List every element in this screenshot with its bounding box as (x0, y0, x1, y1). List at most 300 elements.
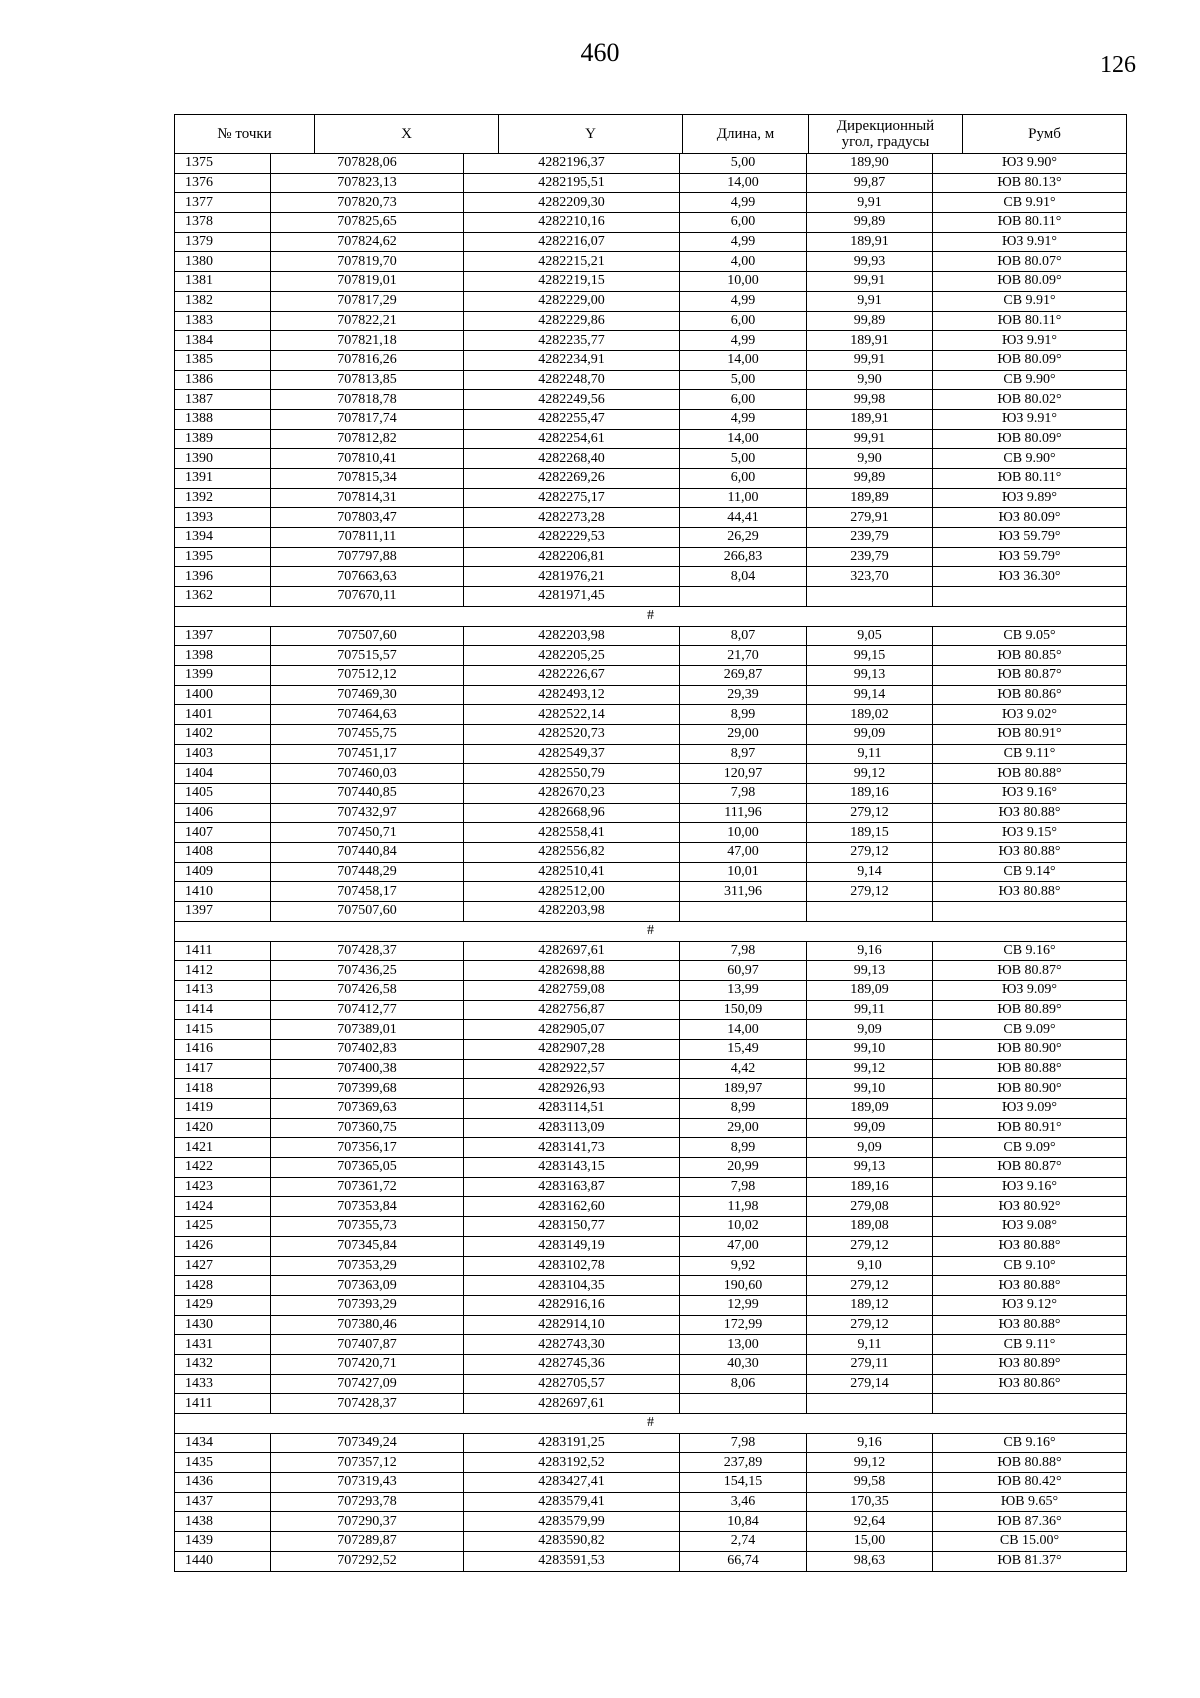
cell-y: 4282255,47 (464, 409, 680, 429)
cell-rumb: ЮЗ 9.09° (933, 1099, 1127, 1119)
table-row (175, 173, 1127, 193)
cell-x: 707365,05 (271, 1158, 464, 1178)
cell-length: 7,98 (680, 1433, 807, 1453)
cell-length: 11,00 (680, 488, 807, 508)
cell-x: 707803,47 (271, 508, 464, 528)
header-angle-line1: Дирекционный (836, 118, 935, 134)
cell-angle: 9,14 (807, 862, 933, 882)
table-row (175, 350, 1127, 370)
cell-rumb: ЮЗ 80.88° (933, 882, 1127, 902)
cell-y: 4282697,61 (464, 941, 680, 961)
table-row (175, 1315, 1127, 1335)
cell-length: 269,87 (680, 665, 807, 685)
cell-angle: 99,91 (807, 272, 933, 292)
cell-angle: 99,13 (807, 665, 933, 685)
table-row (175, 1276, 1127, 1296)
table-row (175, 705, 1127, 725)
cell-y: 4282226,67 (464, 665, 680, 685)
table-row (175, 1492, 1127, 1512)
cell-rumb: СВ 9.91° (933, 193, 1127, 213)
cell-y: 4282254,61 (464, 429, 680, 449)
cell-point: 1405 (175, 784, 271, 804)
cell-rumb: ЮВ 80.90° (933, 1039, 1127, 1059)
cell-rumb (933, 902, 1127, 922)
cell-angle: 189,02 (807, 705, 933, 725)
cell-rumb: ЮВ 80.91° (933, 724, 1127, 744)
cell-length: 6,00 (680, 469, 807, 489)
table-row (175, 587, 1127, 607)
cell-y: 4282670,23 (464, 784, 680, 804)
table-row (175, 508, 1127, 528)
cell-x: 707356,17 (271, 1138, 464, 1158)
cell-angle: 99,89 (807, 213, 933, 233)
header-point: № точки (175, 115, 315, 154)
cell-rumb: ЮВ 80.09° (933, 272, 1127, 292)
cell-y: 4282275,17 (464, 488, 680, 508)
separator-row (175, 606, 1127, 626)
cell-angle: 9,05 (807, 626, 933, 646)
cell-rumb: ЮВ 80.89° (933, 1000, 1127, 1020)
cell-angle: 279,12 (807, 1236, 933, 1256)
table-row (175, 803, 1127, 823)
cell-y: 4283114,51 (464, 1099, 680, 1119)
cell-angle: 189,15 (807, 823, 933, 843)
cell-point: 1421 (175, 1138, 271, 1158)
cell-y: 4282745,36 (464, 1354, 680, 1374)
cell-length: 150,09 (680, 1000, 807, 1020)
cell-point: 1418 (175, 1079, 271, 1099)
cell-length: 14,00 (680, 1020, 807, 1040)
cell-y: 4282215,21 (464, 252, 680, 272)
cell-angle: 92,64 (807, 1512, 933, 1532)
cell-x: 707824,62 (271, 232, 464, 252)
cell-angle: 189,16 (807, 1177, 933, 1197)
cell-angle (807, 587, 933, 607)
cell-rumb: ЮЗ 80.89° (933, 1354, 1127, 1374)
table-row (175, 449, 1127, 469)
table-row (175, 429, 1127, 449)
cell-angle: 99,91 (807, 350, 933, 370)
cell-point: 1437 (175, 1492, 271, 1512)
cell-y: 4283149,19 (464, 1236, 680, 1256)
table-row (175, 409, 1127, 429)
cell-point: 1387 (175, 390, 271, 410)
cell-rumb: ЮВ 80.88° (933, 764, 1127, 784)
cell-y: 4282195,51 (464, 173, 680, 193)
cell-y: 4283104,35 (464, 1276, 680, 1296)
cell-y: 4283591,53 (464, 1551, 680, 1571)
table-row (175, 1236, 1127, 1256)
cell-y: 4281976,21 (464, 567, 680, 587)
cell-rumb: ЮЗ 9.09° (933, 980, 1127, 1000)
separator-mark: # (175, 921, 1127, 941)
cell-angle: 189,91 (807, 331, 933, 351)
cell-length: 6,00 (680, 213, 807, 233)
cell-x: 707420,71 (271, 1354, 464, 1374)
cell-rumb: ЮВ 9.65° (933, 1492, 1127, 1512)
cell-point: 1382 (175, 291, 271, 311)
cell-rumb: ЮЗ 80.92° (933, 1197, 1127, 1217)
cell-point: 1395 (175, 547, 271, 567)
table-row (175, 744, 1127, 764)
table-row (175, 311, 1127, 331)
cell-x: 707293,78 (271, 1492, 464, 1512)
table-row (175, 843, 1127, 863)
cell-angle: 99,12 (807, 1059, 933, 1079)
cell-point: 1414 (175, 1000, 271, 1020)
table-row (175, 1158, 1127, 1178)
cell-length: 21,70 (680, 646, 807, 666)
cell-point: 1415 (175, 1020, 271, 1040)
cell-y: 4282268,40 (464, 449, 680, 469)
cell-rumb: ЮЗ 80.88° (933, 1315, 1127, 1335)
page-number-right: 126 (1100, 52, 1136, 78)
cell-x: 707817,29 (271, 291, 464, 311)
header-y: Y (499, 115, 683, 154)
cell-x: 707400,38 (271, 1059, 464, 1079)
cell-angle: 239,79 (807, 528, 933, 548)
cell-angle: 9,16 (807, 941, 933, 961)
cell-length (680, 902, 807, 922)
header-x: X (315, 115, 499, 154)
table-row (175, 823, 1127, 843)
cell-length: 13,00 (680, 1335, 807, 1355)
cell-length: 9,92 (680, 1256, 807, 1276)
table-row (175, 862, 1127, 882)
cell-x: 707448,29 (271, 862, 464, 882)
cell-point: 1436 (175, 1473, 271, 1493)
cell-rumb: ЮЗ 80.88° (933, 1236, 1127, 1256)
cell-rumb: ЮВ 80.09° (933, 429, 1127, 449)
cell-y: 4283143,15 (464, 1158, 680, 1178)
cell-point: 1400 (175, 685, 271, 705)
cell-point: 1389 (175, 429, 271, 449)
cell-length: 5,00 (680, 154, 807, 174)
cell-point: 1378 (175, 213, 271, 233)
table-row (175, 1118, 1127, 1138)
cell-y: 4282512,00 (464, 882, 680, 902)
cell-y: 4282203,98 (464, 626, 680, 646)
cell-angle: 239,79 (807, 547, 933, 567)
cell-point: 1386 (175, 370, 271, 390)
cell-x: 707820,73 (271, 193, 464, 213)
cell-y: 4282205,25 (464, 646, 680, 666)
cell-length: 6,00 (680, 311, 807, 331)
cell-x: 707440,84 (271, 843, 464, 863)
cell-angle: 9,91 (807, 193, 933, 213)
cell-x: 707663,63 (271, 567, 464, 587)
cell-rumb: СВ 9.09° (933, 1138, 1127, 1158)
cell-x: 707353,84 (271, 1197, 464, 1217)
cell-x: 707427,09 (271, 1374, 464, 1394)
cell-rumb: ЮВ 80.87° (933, 665, 1127, 685)
cell-length: 14,00 (680, 350, 807, 370)
table-row (175, 1532, 1127, 1552)
cell-point: 1398 (175, 646, 271, 666)
cell-point: 1412 (175, 961, 271, 981)
cell-x: 707428,37 (271, 1394, 464, 1414)
separator-mark: # (175, 606, 1127, 626)
table-row (175, 213, 1127, 233)
cell-length: 3,46 (680, 1492, 807, 1512)
cell-point: 1397 (175, 902, 271, 922)
table-row (175, 272, 1127, 292)
cell-angle: 189,12 (807, 1295, 933, 1315)
cell-angle: 9,11 (807, 744, 933, 764)
cell-length: 12,99 (680, 1295, 807, 1315)
cell-point: 1440 (175, 1551, 271, 1571)
table-row (175, 1197, 1127, 1217)
cell-x: 707402,83 (271, 1039, 464, 1059)
cell-rumb: ЮВ 80.85° (933, 646, 1127, 666)
cell-x: 707670,11 (271, 587, 464, 607)
cell-y: 4282549,37 (464, 744, 680, 764)
cell-y: 4282668,96 (464, 803, 680, 823)
header-rumb: Румб (963, 115, 1127, 154)
cell-rumb: СВ 15.00° (933, 1532, 1127, 1552)
cell-rumb: СВ 9.05° (933, 626, 1127, 646)
cell-rumb: СВ 9.90° (933, 370, 1127, 390)
cell-x: 707319,43 (271, 1473, 464, 1493)
cell-y: 4282229,53 (464, 528, 680, 548)
cell-rumb: ЮЗ 9.90° (933, 154, 1127, 174)
cell-point: 1393 (175, 508, 271, 528)
cell-y: 4282229,86 (464, 311, 680, 331)
cell-y: 4282216,07 (464, 232, 680, 252)
cell-rumb: ЮЗ 80.09° (933, 508, 1127, 528)
cell-length: 4,99 (680, 232, 807, 252)
cell-point: 1403 (175, 744, 271, 764)
cell-length: 311,96 (680, 882, 807, 902)
separator-row (175, 921, 1127, 941)
cell-length: 120,97 (680, 764, 807, 784)
table-row (175, 1000, 1127, 1020)
cell-point: 1377 (175, 193, 271, 213)
cell-rumb: ЮЗ 80.86° (933, 1374, 1127, 1394)
cell-angle: 99,93 (807, 252, 933, 272)
table-row (175, 1079, 1127, 1099)
cell-point: 1376 (175, 173, 271, 193)
cell-x: 707292,52 (271, 1551, 464, 1571)
cell-point: 1433 (175, 1374, 271, 1394)
cell-y: 4283102,78 (464, 1256, 680, 1276)
cell-point: 1407 (175, 823, 271, 843)
cell-rumb: ЮВ 80.88° (933, 1059, 1127, 1079)
table-row (175, 941, 1127, 961)
cell-angle: 279,12 (807, 1315, 933, 1335)
cell-point: 1402 (175, 724, 271, 744)
cell-x: 707825,65 (271, 213, 464, 233)
cell-y: 4282556,82 (464, 843, 680, 863)
cell-length: 14,00 (680, 173, 807, 193)
cell-angle: 99,13 (807, 1158, 933, 1178)
cell-point: 1439 (175, 1532, 271, 1552)
cell-x: 707355,73 (271, 1217, 464, 1237)
cell-point: 1416 (175, 1039, 271, 1059)
cell-y: 4283141,73 (464, 1138, 680, 1158)
cell-length: 266,83 (680, 547, 807, 567)
table-row (175, 882, 1127, 902)
cell-point: 1429 (175, 1295, 271, 1315)
table-row (175, 1394, 1127, 1414)
cell-angle: 9,09 (807, 1138, 933, 1158)
cell-x: 707432,97 (271, 803, 464, 823)
cell-y: 4282759,08 (464, 980, 680, 1000)
cell-rumb: ЮВ 80.11° (933, 469, 1127, 489)
cell-rumb: ЮВ 80.42° (933, 1473, 1127, 1493)
table-row (175, 1217, 1127, 1237)
cell-y: 4282510,41 (464, 862, 680, 882)
cell-y: 4282234,91 (464, 350, 680, 370)
table-body (175, 154, 1127, 1572)
cell-length: 10,84 (680, 1512, 807, 1532)
cell-point: 1379 (175, 232, 271, 252)
cell-angle: 99,87 (807, 173, 933, 193)
cell-x: 707353,29 (271, 1256, 464, 1276)
cell-y: 4282550,79 (464, 764, 680, 784)
cell-length: 2,74 (680, 1532, 807, 1552)
cell-point: 1399 (175, 665, 271, 685)
cell-length: 44,41 (680, 508, 807, 528)
table-row (175, 1138, 1127, 1158)
cell-rumb: ЮЗ 80.88° (933, 803, 1127, 823)
table-row (175, 1256, 1127, 1276)
cell-angle: 279,11 (807, 1354, 933, 1374)
cell-point: 1394 (175, 528, 271, 548)
cell-length: 10,02 (680, 1217, 807, 1237)
cell-x: 707507,60 (271, 626, 464, 646)
cell-x: 707797,88 (271, 547, 464, 567)
cell-rumb: ЮЗ 9.91° (933, 331, 1127, 351)
cell-length: 8,06 (680, 1374, 807, 1394)
cell-point: 1413 (175, 980, 271, 1000)
cell-y: 4281971,45 (464, 587, 680, 607)
cell-length: 8,04 (680, 567, 807, 587)
cell-angle: 9,16 (807, 1433, 933, 1453)
cell-angle: 189,09 (807, 980, 933, 1000)
cell-angle: 99,10 (807, 1039, 933, 1059)
table-row (175, 1059, 1127, 1079)
cell-length: 7,98 (680, 941, 807, 961)
cell-length: 7,98 (680, 1177, 807, 1197)
cell-x: 707819,01 (271, 272, 464, 292)
cell-x: 707412,77 (271, 1000, 464, 1020)
cell-y: 4283427,41 (464, 1473, 680, 1493)
table-row (175, 567, 1127, 587)
cell-x: 707426,58 (271, 980, 464, 1000)
cell-x: 707393,29 (271, 1295, 464, 1315)
cell-point: 1431 (175, 1335, 271, 1355)
cell-length: 26,29 (680, 528, 807, 548)
cell-rumb: ЮЗ 9.16° (933, 784, 1127, 804)
cell-length: 4,99 (680, 409, 807, 429)
cell-x: 707512,12 (271, 665, 464, 685)
cell-x: 707469,30 (271, 685, 464, 705)
table-row (175, 1374, 1127, 1394)
cell-point: 1419 (175, 1099, 271, 1119)
cell-angle: 9,10 (807, 1256, 933, 1276)
cell-x: 707361,72 (271, 1177, 464, 1197)
cell-angle: 189,89 (807, 488, 933, 508)
cell-y: 4282743,30 (464, 1335, 680, 1355)
cell-x: 707816,26 (271, 350, 464, 370)
cell-length: 47,00 (680, 843, 807, 863)
cell-x: 707349,24 (271, 1433, 464, 1453)
cell-point: 1417 (175, 1059, 271, 1079)
cell-length: 8,99 (680, 705, 807, 725)
cell-x: 707819,70 (271, 252, 464, 272)
cell-angle (807, 1394, 933, 1414)
cell-length: 29,00 (680, 1118, 807, 1138)
cell-rumb: ЮВ 80.90° (933, 1079, 1127, 1099)
cell-angle: 279,91 (807, 508, 933, 528)
table-row (175, 193, 1127, 213)
cell-point: 1390 (175, 449, 271, 469)
cell-angle: 189,91 (807, 232, 933, 252)
cell-rumb: ЮВ 80.07° (933, 252, 1127, 272)
table-row (175, 646, 1127, 666)
cell-length: 10,00 (680, 272, 807, 292)
cell-length: 8,07 (680, 626, 807, 646)
cell-length: 20,99 (680, 1158, 807, 1178)
cell-angle: 99,89 (807, 311, 933, 331)
cell-point: 1384 (175, 331, 271, 351)
cell-x: 707828,06 (271, 154, 464, 174)
cell-rumb: ЮВ 80.11° (933, 213, 1127, 233)
cell-x: 707290,37 (271, 1512, 464, 1532)
cell-rumb: СВ 9.90° (933, 449, 1127, 469)
cell-point: 1435 (175, 1453, 271, 1473)
cell-angle: 98,63 (807, 1551, 933, 1571)
cell-point: 1432 (175, 1354, 271, 1374)
cell-y: 4282905,07 (464, 1020, 680, 1040)
cell-point: 1381 (175, 272, 271, 292)
cell-rumb: СВ 9.11° (933, 744, 1127, 764)
cell-angle: 9,90 (807, 370, 933, 390)
cell-point: 1406 (175, 803, 271, 823)
table-row (175, 1177, 1127, 1197)
cell-y: 4282926,93 (464, 1079, 680, 1099)
cell-point: 1401 (175, 705, 271, 725)
cell-point: 1411 (175, 941, 271, 961)
cell-rumb: ЮЗ 59.79° (933, 547, 1127, 567)
cell-x: 707815,34 (271, 469, 464, 489)
cell-rumb (933, 587, 1127, 607)
cell-rumb: ЮВ 80.87° (933, 1158, 1127, 1178)
cell-x: 707450,71 (271, 823, 464, 843)
cell-y: 4282520,73 (464, 724, 680, 744)
cell-point: 1397 (175, 626, 271, 646)
cell-angle: 99,58 (807, 1473, 933, 1493)
cell-length: 5,00 (680, 370, 807, 390)
cell-rumb: ЮЗ 9.16° (933, 1177, 1127, 1197)
cell-y: 4283162,60 (464, 1197, 680, 1217)
cell-rumb: СВ 9.10° (933, 1256, 1127, 1276)
table-row (175, 488, 1127, 508)
cell-angle: 99,12 (807, 1453, 933, 1473)
table-row (175, 1354, 1127, 1374)
cell-angle: 279,12 (807, 843, 933, 863)
page-number-center: 460 (580, 38, 620, 67)
cell-x: 707813,85 (271, 370, 464, 390)
cell-angle: 9,11 (807, 1335, 933, 1355)
header-angle-line2: угол, градусы (841, 134, 930, 150)
cell-angle: 99,12 (807, 764, 933, 784)
cell-rumb: ЮВ 81.37° (933, 1551, 1127, 1571)
cell-x: 707812,82 (271, 429, 464, 449)
cell-rumb: ЮЗ 9.15° (933, 823, 1127, 843)
table-row (175, 1020, 1127, 1040)
